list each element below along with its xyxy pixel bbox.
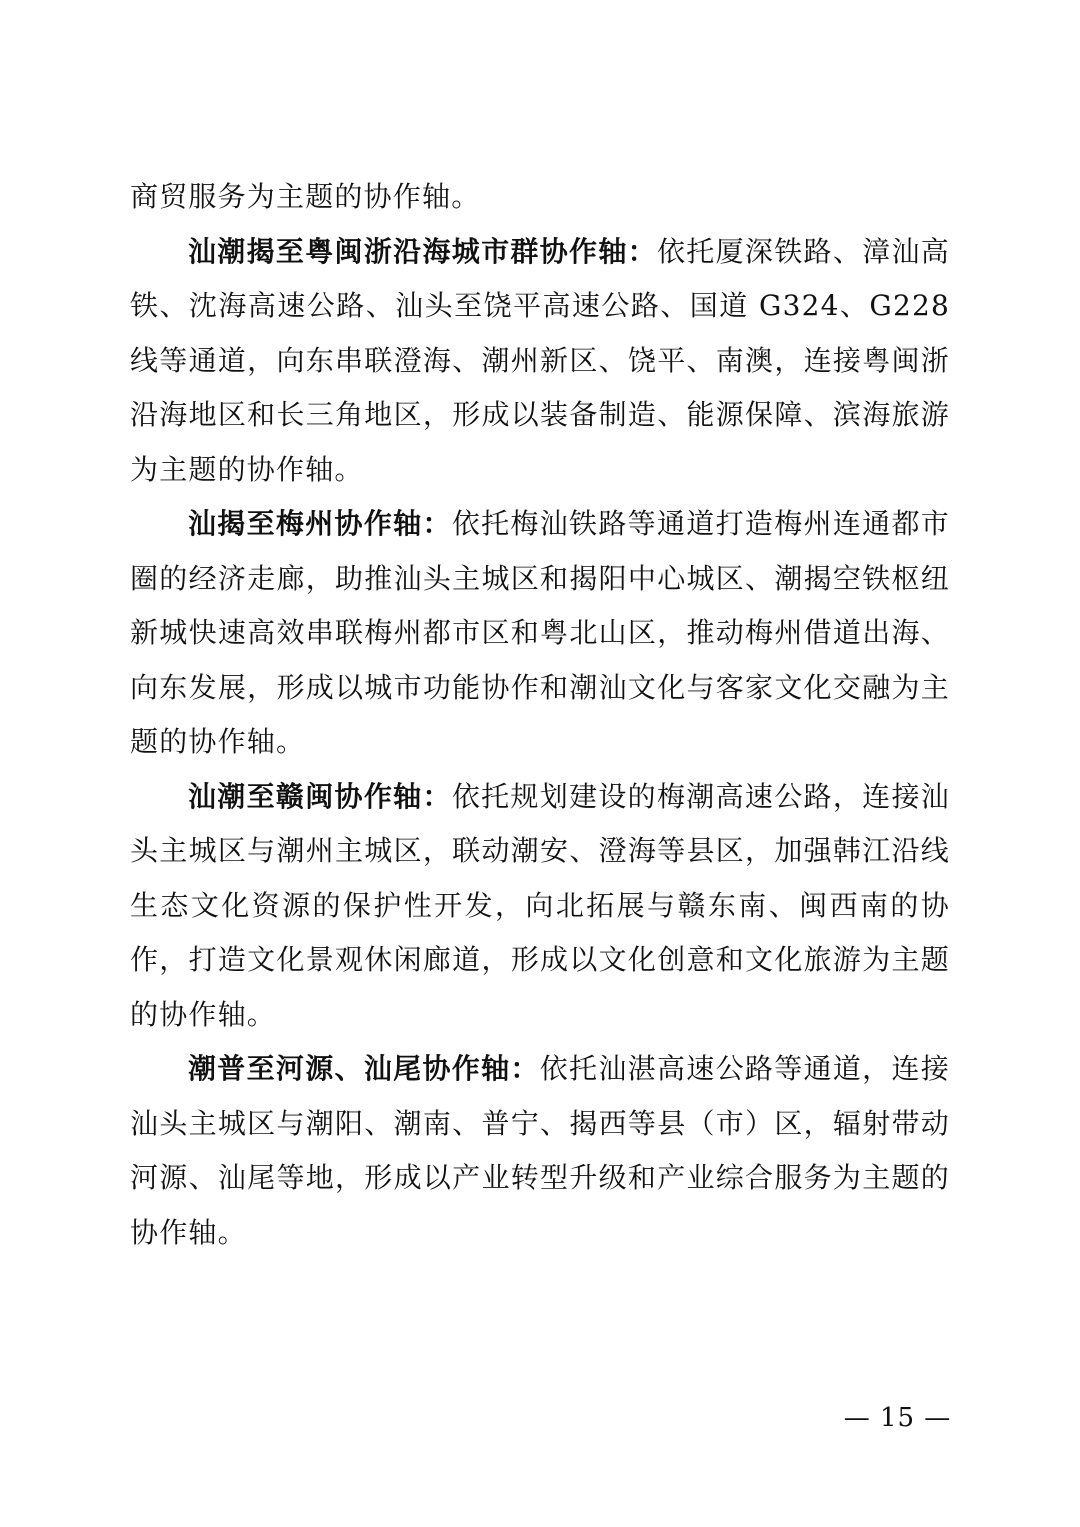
paragraph-ganmin-axis <box>130 770 950 1043</box>
paragraph-text: 依托规划建设的梅潮高速公路，连接汕头主城区与潮州主城区，联动潮安、澄海等县区，加强韩江沿线生态文化资源的保护性开发，向北拓展与赣东南、闽西南的协作，打造文化景观休闲廊道，形成以文化创意和文化旅游为主题的协作轴。 <box>130 779 950 1031</box>
paragraph-heyuan-shanwei-axis <box>130 1042 950 1260</box>
paragraph-heading: 汕潮至赣闽协作轴： <box>188 779 452 813</box>
paragraph-heading: 潮普至河源、汕尾协作轴： <box>188 1052 540 1085</box>
paragraph-text: 商贸服务为主题的协作轴。 <box>130 180 481 213</box>
paragraph-text: 依托汕湛高速公路等通道，连接汕头主城区与潮阳、潮南、普宁、揭西等县（市）区，辐射带动河源、汕尾等地，形成以产业转型升级和产业综合服务为主题的协作轴。 <box>130 1052 950 1249</box>
paragraph-meizhou-axis <box>130 497 950 770</box>
paragraph-text: 依托梅汕铁路等通道打造梅州连通都市圈的经济走廊，助推汕头主城区和揭阳中心城区、潮揭空铁枢纽新城快速高效串联梅州都市区和粤北山区，推动梅州借道出海、向东发展，形成以城市功能协作和潮汕文化与客家文化交融为主题的协作轴。 <box>130 507 950 758</box>
paragraph-heading: 汕潮揭至粤闽浙沿海城市群协作轴： <box>188 234 657 268</box>
paragraph-text: 依托厦深铁路、漳汕高铁、沈海高速公路、汕头至饶平高速公路、国道 G324、G228 线等通道，向东串联澄海、潮州新区、饶平、南澳，连接粤闽浙沿海地区和长三角地区，形成以装备制造、能源保障、滨海旅游为主题的协作轴。 <box>130 234 950 486</box>
paragraph-continuation <box>130 170 950 225</box>
page-number: — 15 — <box>843 1403 952 1433</box>
paragraph-heading: 汕揭至梅州协作轴： <box>188 507 452 540</box>
paragraph-coastal-axis <box>130 225 950 498</box>
body-text <box>130 170 950 1260</box>
